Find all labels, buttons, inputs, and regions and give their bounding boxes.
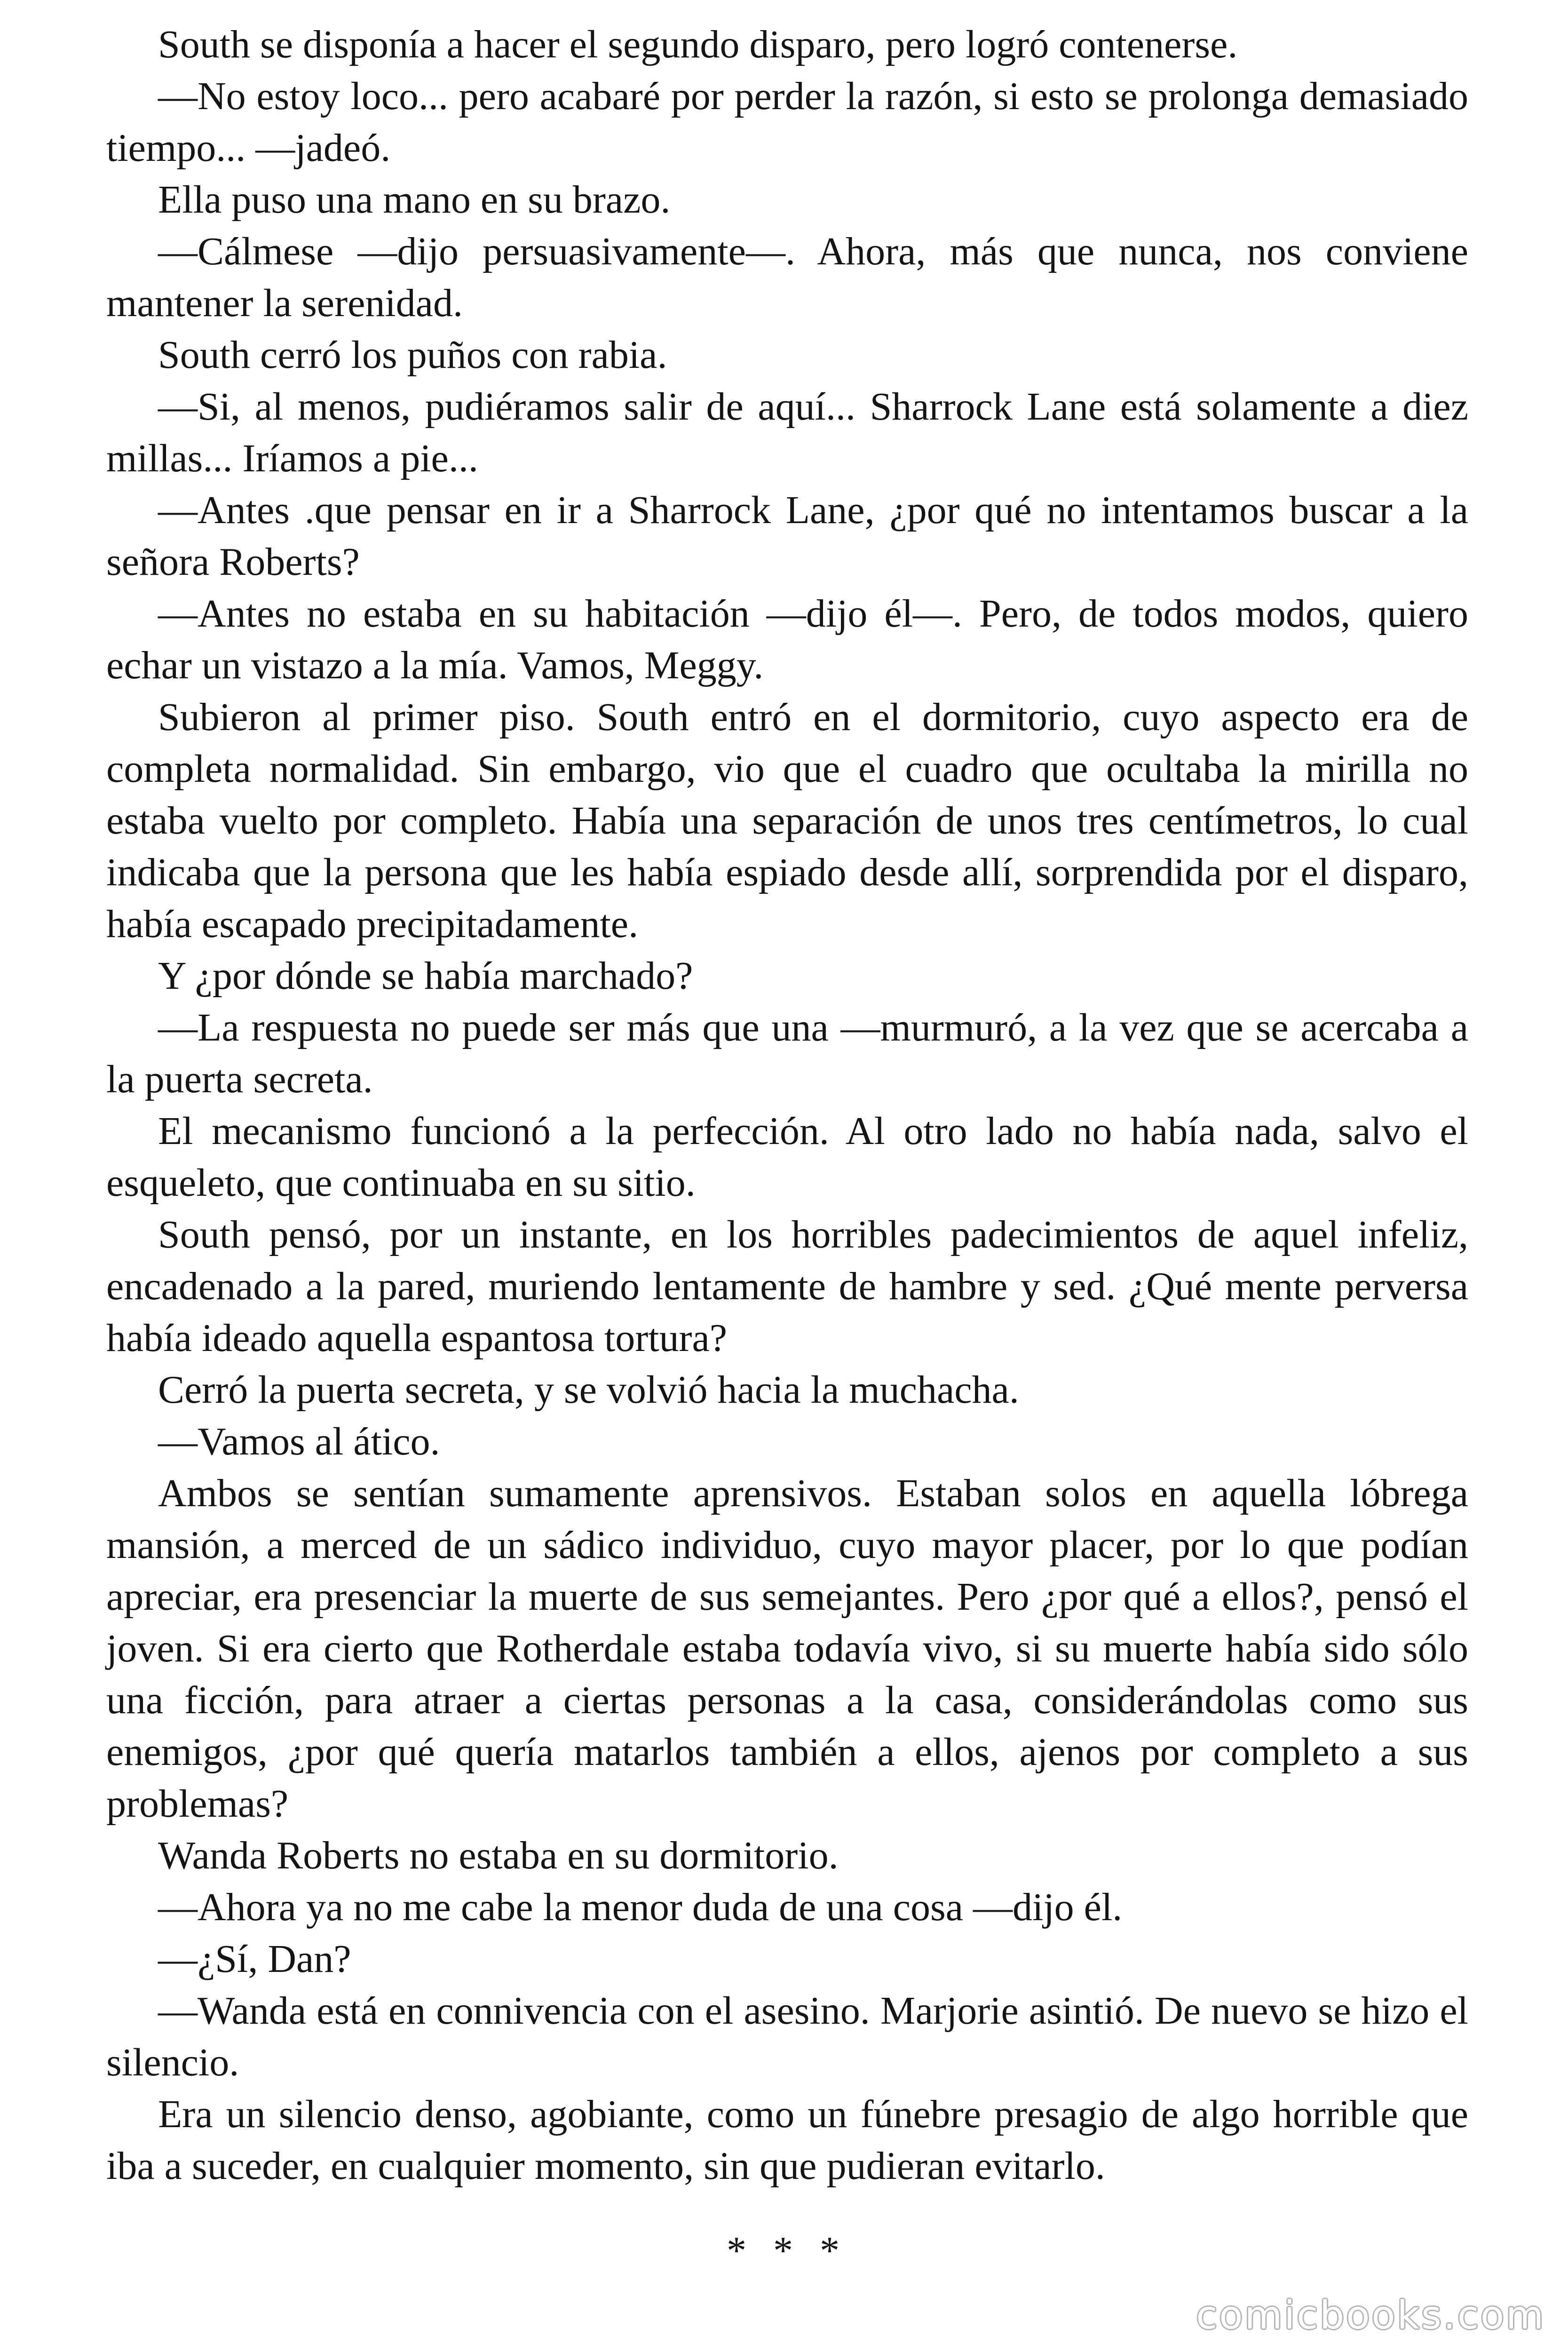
paragraph: —Ahora ya no me cabe la menor duda de una cosa —dijo él. [158, 1885, 1123, 1929]
paragraph: South pensó, por un instante, en los horribles padecimientos de aquel infeliz, encadenado a la pared, muriendo lentamente de hambre y sed. ¿Qué mente perversa había ideado aquella espantosa tortura? [106, 1213, 1468, 1360]
paragraph: South cerró los puños con rabia. [158, 333, 667, 377]
paragraph: —Cálmese —dijo persuasivamente—. Ahora, más que nunca, nos conviene mantener la serenidad. [106, 230, 1468, 325]
paragraph: Wanda Roberts no estaba en su dormitorio. [158, 1834, 839, 1877]
paragraph: Era un silencio denso, agobiante, como un fúnebre presagio de algo horrible que iba a suceder, en cualquier momento, sin que pudieran evitarlo. [106, 2092, 1468, 2188]
section-separator: * * * [727, 2229, 848, 2273]
paragraph: —Vamos al ático. [158, 1420, 440, 1463]
paragraph: —Wanda está en connivencia con el asesino. Marjorie asintió. De nuevo se hizo el silencio. [106, 1989, 1468, 2084]
paragraph: El mecanismo funcionó a la perfección. Al otro lado no había nada, salvo el esqueleto, que continuaba en su sitio. [106, 1109, 1468, 1205]
paragraph: —Antes no estaba en su habitación —dijo él—. Pero, de todos modos, quiero echar un vistazo a la mía. Vamos, Meggy. [106, 592, 1468, 687]
paragraph: Ella puso una mano en su brazo. [158, 178, 671, 222]
paragraph: South se disponía a hacer el segundo disparo, pero logró contenerse. [158, 23, 1238, 66]
paragraph: —La respuesta no puede ser más que una —murmuró, a la vez que se acercaba a la puerta secreta. [106, 1006, 1468, 1101]
paragraph: —¿Sí, Dan? [158, 1937, 351, 1981]
paragraph: Cerró la puerta secreta, y se volvió hacia la muchacha. [158, 1368, 1019, 1412]
paragraph: —Si, al menos, pudiéramos salir de aquí... Sharrock Lane está solamente a diez millas... Iríamos a pie... [106, 385, 1468, 480]
paragraph: —Antes .que pensar en ir a Sharrock Lane, ¿por qué no intentamos buscar a la señora Roberts? [106, 488, 1468, 584]
paragraph: Subieron al primer piso. South entró en el dormitorio, cuyo aspecto era de completa normalidad. Sin embargo, vio que el cuadro que ocultaba la mirilla no estaba vuelto por completo. Había una separación de unos tres centímetros, lo cual indicaba que la persona que les había espiado desde allí, sorprendida por el disparo, había escapado precipitadamente. [106, 695, 1468, 946]
paragraph: —No estoy loco... pero acabaré por perder la razón, si esto se prolonga demasiado tiempo... —jadeó. [106, 74, 1468, 170]
paragraph: Y ¿por dónde se había marchado? [158, 954, 693, 998]
watermark: comicbooks.com [1196, 2293, 1545, 2338]
paragraph: Ambos se sentían sumamente aprensivos. Estaban solos en aquella lóbrega mansión, a merced de un sádico individuo, cuyo mayor placer, por lo que podían apreciar, era presenciar la muerte de sus semejantes. Pero ¿por qué a ellos?, pensó el joven. Si era cierto que Rotherdale estaba todavía vivo, si su muerte había sido sólo una ficción, para atraer a ciertas personas a la casa, considerándolas como sus enemigos, ¿por qué quería matarlos también a ellos, ajenos por completo a sus problemas? [106, 1471, 1468, 1826]
page-body [106, 19, 1468, 2277]
